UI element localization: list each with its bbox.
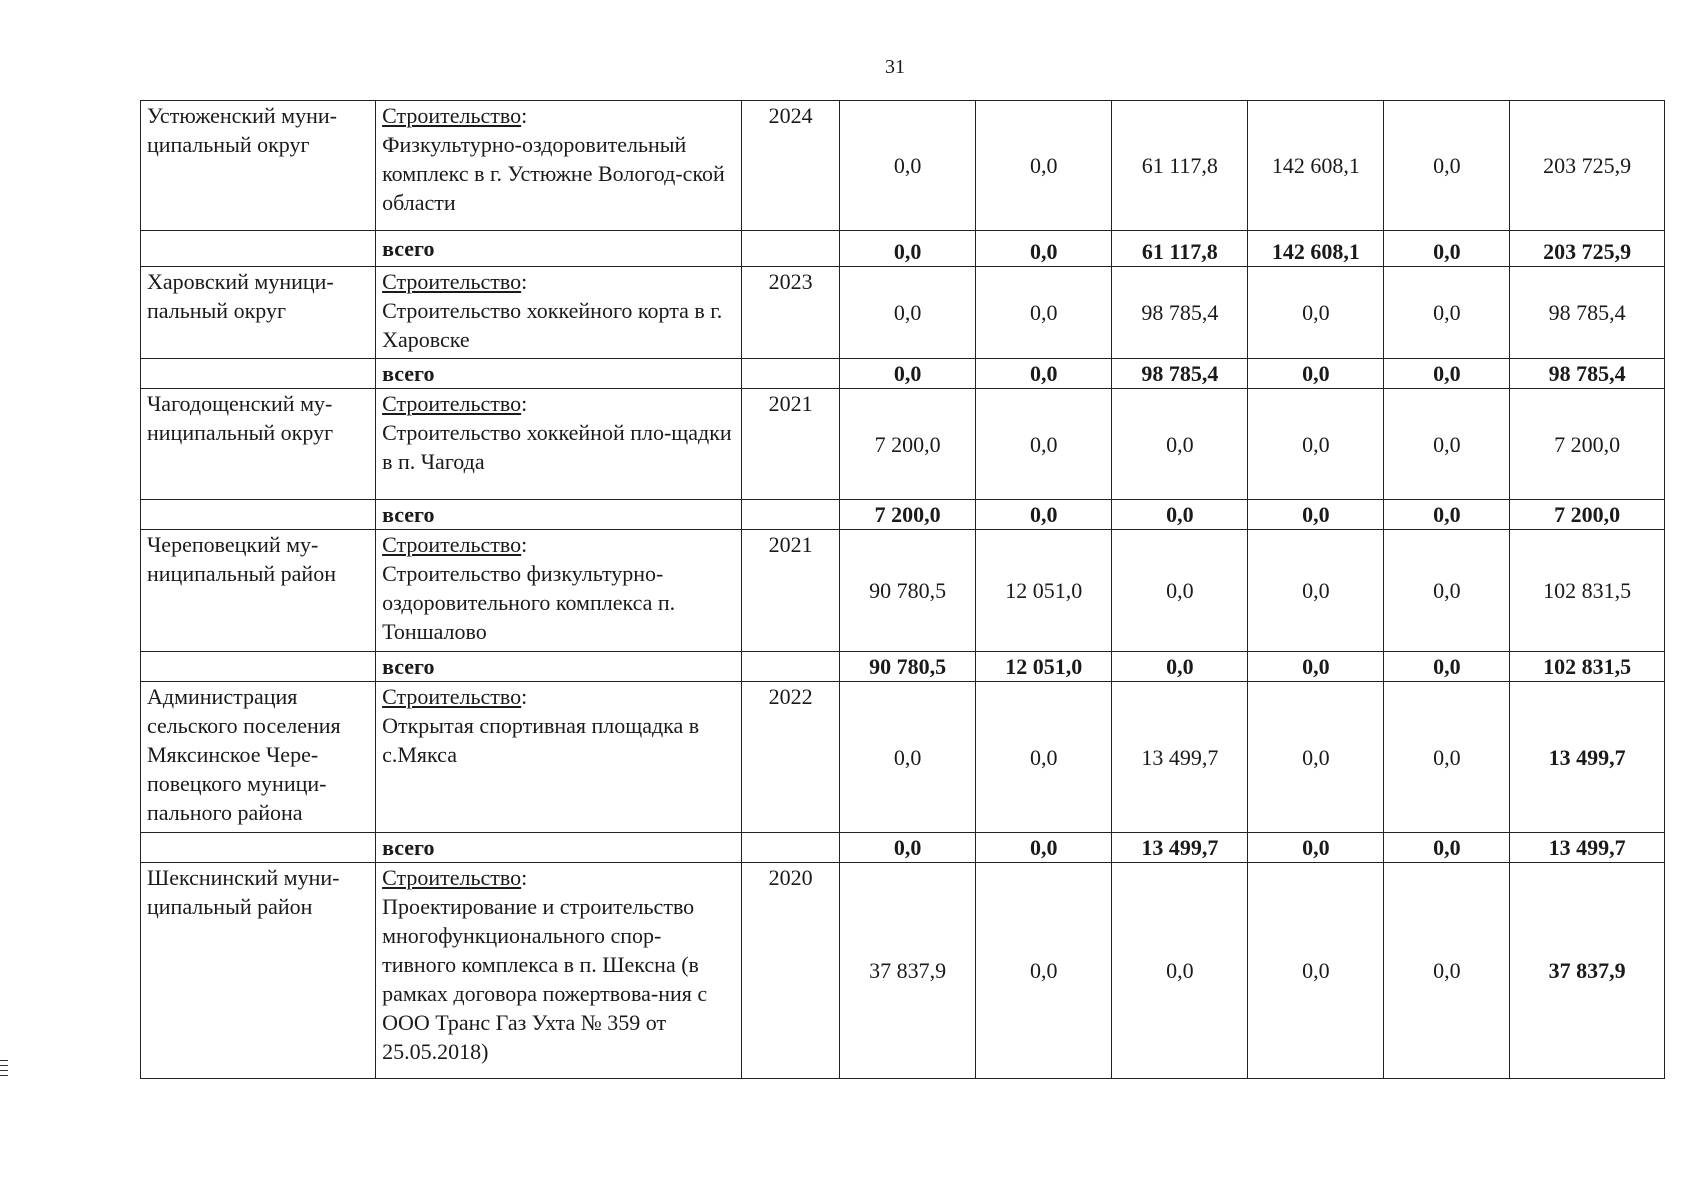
total-cell: 0,0 (1112, 652, 1248, 682)
value-cell: 0,0 (1248, 530, 1384, 652)
value-cell: 0,0 (1248, 863, 1384, 1079)
value-cell: 0,0 (1384, 101, 1510, 231)
total-row (141, 359, 1665, 389)
entity-cell-empty (141, 359, 376, 389)
total-row (141, 231, 1665, 267)
total-label: всего (376, 231, 742, 267)
value-cell: 0,0 (1384, 267, 1510, 359)
value-cell: 0,0 (1248, 682, 1384, 833)
total-cell: 0,0 (840, 359, 976, 389)
value-cell: 0,0 (976, 863, 1112, 1079)
entity-cell-empty (141, 833, 376, 863)
total-cell: 12 051,0 (976, 652, 1112, 682)
value-cell: 0,0 (1384, 389, 1510, 500)
total-cell: 0,0 (976, 500, 1112, 530)
total-row (141, 833, 1665, 863)
total-label: всего (376, 652, 742, 682)
table-row (141, 267, 1665, 359)
total-cell: 0,0 (1248, 652, 1384, 682)
total-cell: 0,0 (976, 231, 1112, 267)
binding-edge-marks (0, 1060, 8, 1080)
entity-cell: Череповецкий му-ниципальный район (141, 530, 376, 652)
total-cell: 13 499,7 (1112, 833, 1248, 863)
total-cell: 0,0 (1384, 652, 1510, 682)
project-kind: Строительство (382, 269, 522, 294)
value-cell: 0,0 (840, 101, 976, 231)
project-description: Проектирование и строительство многофункционального спор-тивного комплекса в п. Шексна (в рамках договора пожертвова-ния с ООО Транс Газ Ухта № 359 от 25.05.2018) (382, 894, 708, 1064)
entity-cell: Администрация сельского поселения Мяксинское Чере-повецкого муници-пального района (141, 682, 376, 833)
table-row (141, 530, 1665, 652)
project-cell: Строительство: Строительство физкультурно-оздоровительного комплекса п. Тоншалово (376, 530, 742, 652)
total-row (141, 500, 1665, 530)
total-cell: 0,0 (1384, 231, 1510, 267)
value-cell: 61 117,8 (1112, 101, 1248, 231)
project-description: Открытая спортивная площадка в с.Мякса (382, 713, 700, 767)
value-cell: 7 200,0 (840, 389, 976, 500)
year-cell-empty (742, 359, 840, 389)
project-cell: Строительство: Проектирование и строительство многофункционального спор-тивного комплекса в п. Шексна (в рамках договора пожертвова-ния с ООО Транс Газ Ухта № 359 от 25.05.2018) (376, 863, 742, 1079)
year-cell: 2023 (742, 267, 840, 359)
value-cell: 0,0 (840, 682, 976, 833)
entity-cell-empty (141, 500, 376, 530)
value-cell: 0,0 (1112, 389, 1248, 500)
total-cell: 142 608,1 (1248, 231, 1384, 267)
value-cell: 12 051,0 (976, 530, 1112, 652)
total-cell: 0,0 (1384, 359, 1510, 389)
value-cell: 13 499,7 (1112, 682, 1248, 833)
value-cell: 0,0 (1384, 863, 1510, 1079)
year-cell: 2022 (742, 682, 840, 833)
total-cell: 0,0 (1384, 833, 1510, 863)
entity-cell: Шекснинский муни-ципальный район (141, 863, 376, 1079)
total-cell: 0,0 (976, 359, 1112, 389)
project-kind: Строительство (382, 391, 522, 416)
budget-table (140, 100, 1665, 1079)
value-cell: 0,0 (1248, 389, 1384, 500)
value-cell: 7 200,0 (1510, 389, 1665, 500)
total-cell: 61 117,8 (1112, 231, 1248, 267)
table-row (141, 682, 1665, 833)
entity-cell: Чагодощенский му-ниципальный округ (141, 389, 376, 500)
entity-cell: Харовский муници-пальный округ (141, 267, 376, 359)
year-cell-empty (742, 231, 840, 267)
project-kind: Строительство (382, 532, 522, 557)
value-cell: 0,0 (1112, 530, 1248, 652)
total-cell: 0,0 (1248, 833, 1384, 863)
total-cell: 0,0 (1248, 359, 1384, 389)
total-cell: 0,0 (1112, 500, 1248, 530)
year-cell-empty (742, 652, 840, 682)
project-description: Строительство хоккейной пло-щадки в п. Чагода (382, 420, 732, 474)
project-cell: Строительство: Физкультурно-оздоровительный комплекс в г. Устюжне Вологод-ской области (376, 101, 742, 231)
value-cell: 102 831,5 (1510, 530, 1665, 652)
project-description: Физкультурно-оздоровительный комплекс в г. Устюжне Вологод-ской области (382, 132, 725, 215)
total-cell: 98 785,4 (1510, 359, 1665, 389)
value-cell: 0,0 (976, 267, 1112, 359)
page-number: 31 (885, 56, 905, 78)
value-cell: 0,0 (1384, 682, 1510, 833)
value-cell: 0,0 (976, 682, 1112, 833)
year-cell-empty (742, 500, 840, 530)
project-kind: Строительство (382, 865, 522, 890)
total-cell: 0,0 (976, 833, 1112, 863)
total-cell: 90 780,5 (840, 652, 976, 682)
project-cell: Строительство: Строительство хоккейного корта в г. Харовске (376, 267, 742, 359)
value-cell: 0,0 (1112, 863, 1248, 1079)
project-cell: Строительство: Открытая спортивная площадка в с.Мякса (376, 682, 742, 833)
total-label: всего (376, 833, 742, 863)
total-cell: 13 499,7 (1510, 833, 1665, 863)
project-kind: Строительство (382, 684, 522, 709)
project-description: Строительство физкультурно-оздоровительного комплекса п. Тоншалово (382, 561, 676, 644)
year-cell: 2024 (742, 101, 840, 231)
total-row (141, 652, 1665, 682)
total-cell: 0,0 (840, 833, 976, 863)
value-cell: 0,0 (976, 389, 1112, 500)
total-label: всего (376, 500, 742, 530)
year-cell: 2021 (742, 389, 840, 500)
value-cell: 37 837,9 (840, 863, 976, 1079)
table-row (141, 101, 1665, 231)
value-cell: 203 725,9 (1510, 101, 1665, 231)
value-cell: 0,0 (1384, 530, 1510, 652)
year-cell: 2020 (742, 863, 840, 1079)
value-cell: 98 785,4 (1112, 267, 1248, 359)
total-cell: 0,0 (840, 231, 976, 267)
table-row (141, 389, 1665, 500)
value-cell: 0,0 (976, 101, 1112, 231)
value-cell: 142 608,1 (1248, 101, 1384, 231)
project-kind: Строительство (382, 103, 522, 128)
entity-cell-empty (141, 652, 376, 682)
value-cell: 0,0 (840, 267, 976, 359)
total-cell: 203 725,9 (1510, 231, 1665, 267)
total-cell: 7 200,0 (840, 500, 976, 530)
total-cell: 0,0 (1384, 500, 1510, 530)
total-cell: 102 831,5 (1510, 652, 1665, 682)
total-cell: 0,0 (1248, 500, 1384, 530)
year-cell-empty (742, 833, 840, 863)
total-cell: 7 200,0 (1510, 500, 1665, 530)
value-cell: 98 785,4 (1510, 267, 1665, 359)
entity-cell: Устюженский муни-ципальный округ (141, 101, 376, 231)
value-cell: 37 837,9 (1510, 863, 1665, 1079)
entity-cell-empty (141, 231, 376, 267)
value-cell: 90 780,5 (840, 530, 976, 652)
total-label: всего (376, 359, 742, 389)
project-cell: Строительство: Строительство хоккейной пло-щадки в п. Чагода (376, 389, 742, 500)
value-cell: 13 499,7 (1510, 682, 1665, 833)
value-cell: 0,0 (1248, 267, 1384, 359)
total-cell: 98 785,4 (1112, 359, 1248, 389)
year-cell: 2021 (742, 530, 840, 652)
table-row (141, 863, 1665, 1079)
project-description: Строительство хоккейного корта в г. Харовске (382, 298, 723, 352)
